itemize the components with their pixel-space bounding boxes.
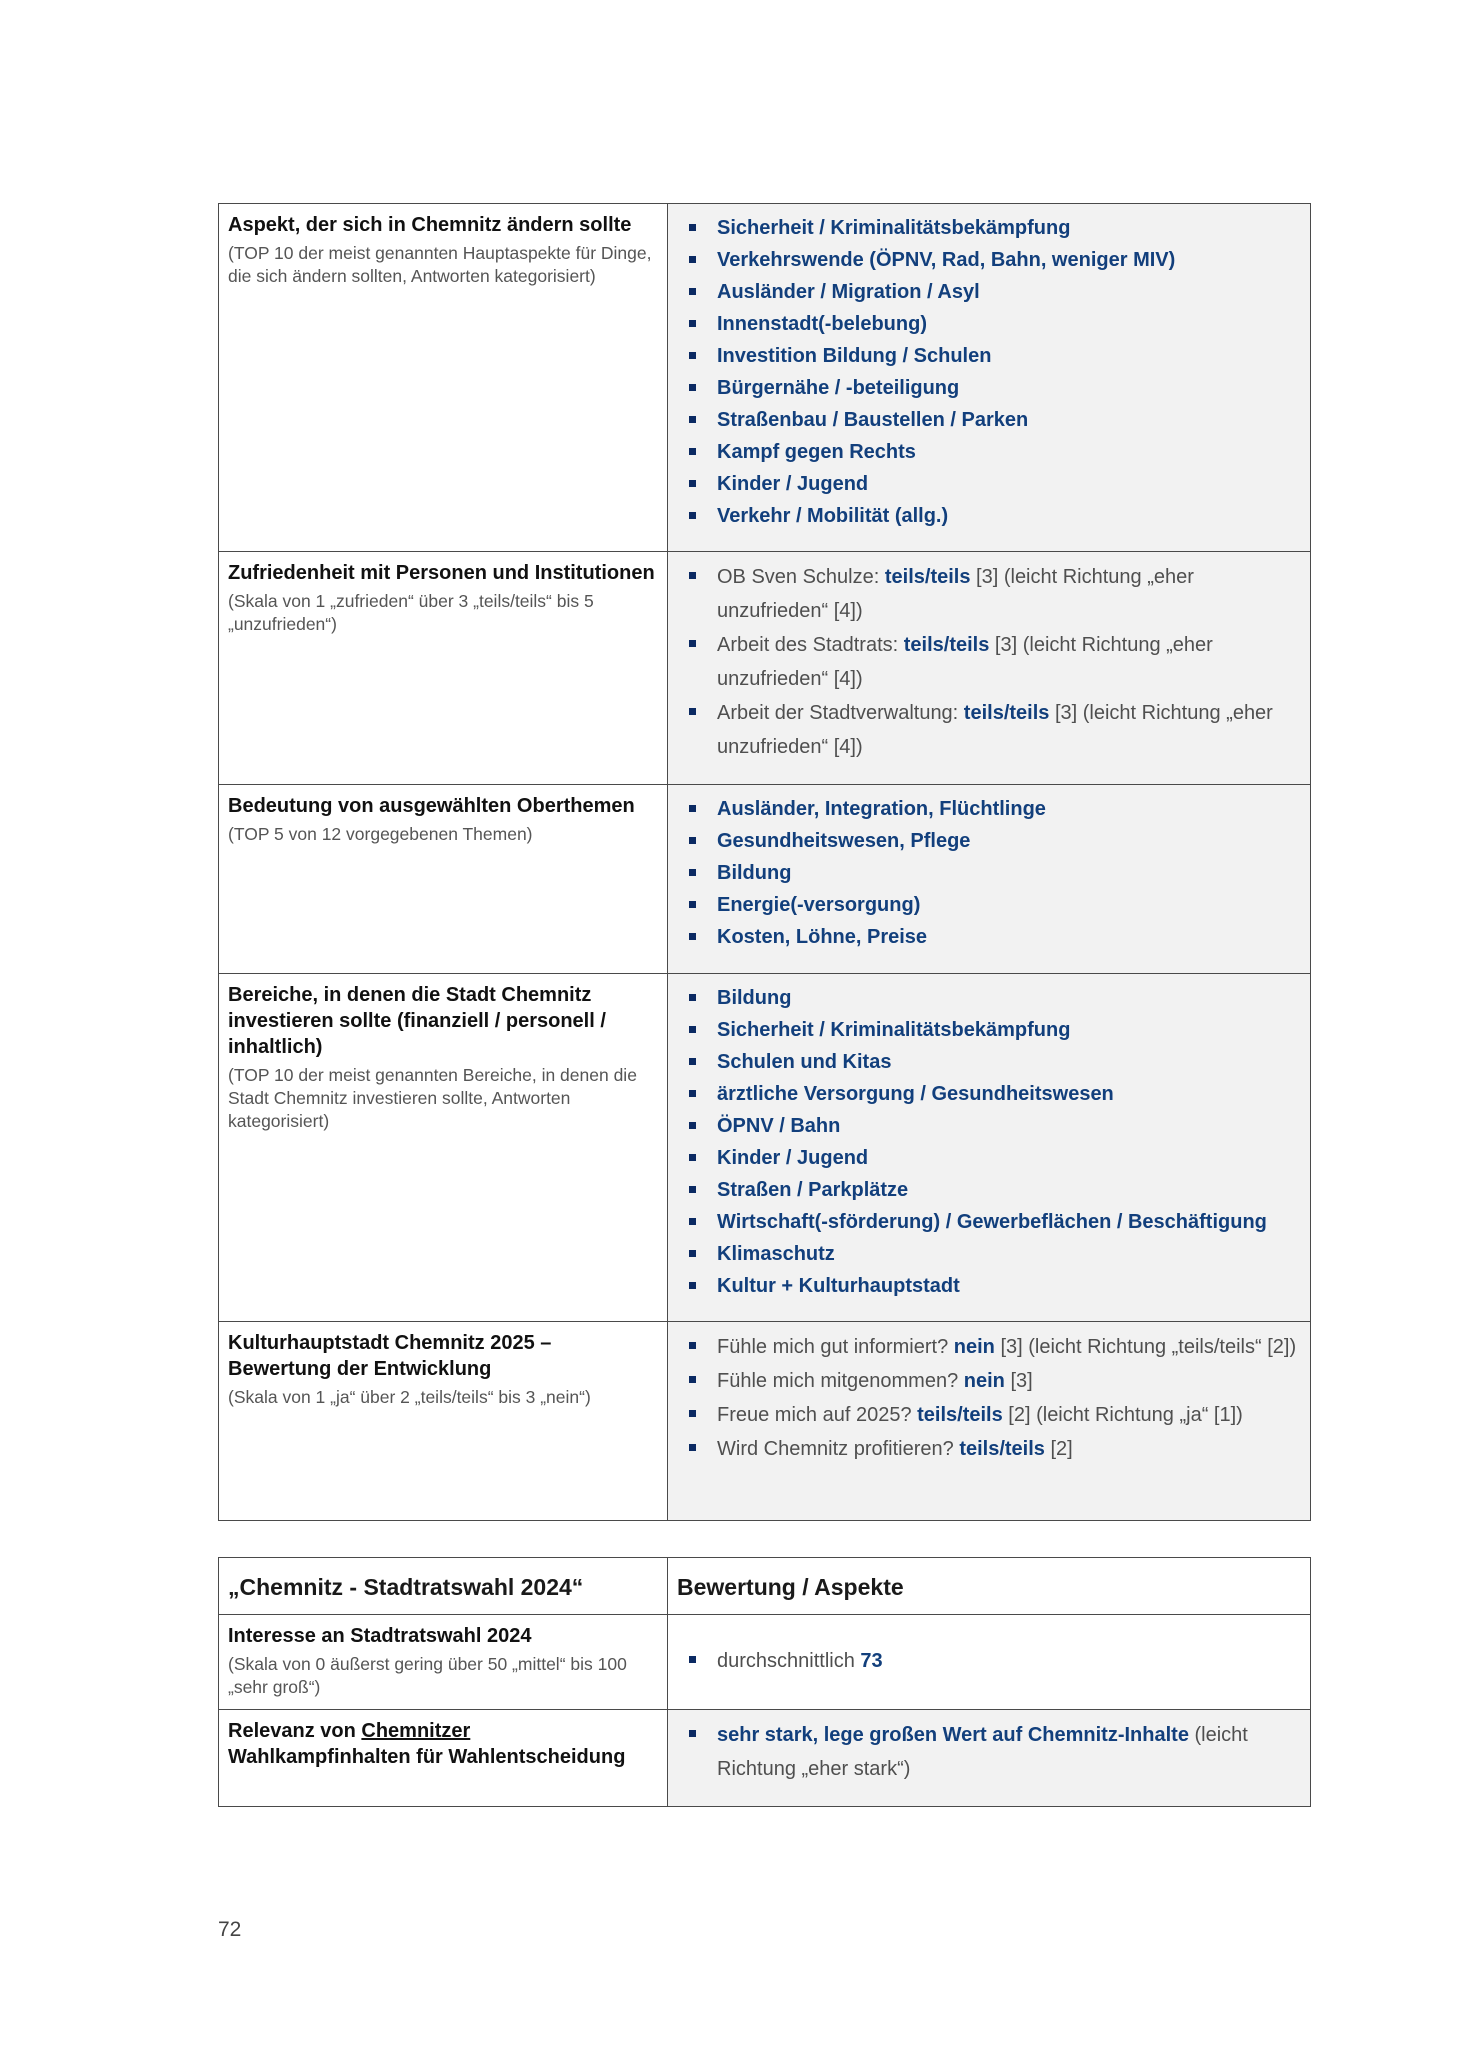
list-item <box>677 1364 1301 1398</box>
item-label: Arbeit des Stadtrats: <box>717 634 904 656</box>
list-item: Straßenbau / Baustellen / Parken <box>677 404 1301 436</box>
list-item <box>677 1718 1301 1786</box>
list-item: Energie(-versorgung) <box>677 889 1301 921</box>
table-row <box>219 1322 1311 1521</box>
aspect-title: Kulturhauptstadt Chemnitz 2025 – Bewertung der Entwicklung <box>228 1332 552 1380</box>
item-detail: [3] (leicht Richtung „eher unzufrieden“ [4]) <box>717 566 1194 622</box>
result-list <box>677 560 1301 764</box>
table-row <box>219 1710 1311 1807</box>
list-item: Gesundheitswesen, Pflege <box>677 825 1301 857</box>
list-item: Ausländer, Integration, Flüchtlinge <box>677 793 1301 825</box>
aspect-note: (TOP 10 der meist genannten Hauptaspekte für Dinge, die sich ändern sollten, Antworten kategorisiert) <box>228 243 652 286</box>
item-label: Freue mich auf 2025? <box>717 1404 918 1426</box>
rating-value: teils/teils <box>903 634 990 656</box>
list-item <box>677 628 1301 696</box>
rating-value: teils/teils <box>917 1404 1003 1426</box>
aspect-cell <box>219 974 668 1322</box>
result-list <box>677 793 1301 953</box>
list-item <box>677 560 1301 628</box>
aspect-note: (TOP 5 von 12 vorgegebenen Themen) <box>228 824 533 844</box>
table-row <box>219 785 1311 974</box>
result-list <box>677 982 1301 1302</box>
rating-value: nein <box>963 1370 1005 1392</box>
list-item: Bildung <box>677 857 1301 889</box>
list-item: Verkehrswende (ÖPNV, Rad, Bahn, weniger MIV) <box>677 244 1301 276</box>
list-item: Kosten, Löhne, Preise <box>677 921 1301 953</box>
item-detail: (leicht Richtung „eher stark“) <box>717 1724 1248 1780</box>
rating-value: 73 <box>860 1650 883 1672</box>
survey-results-table <box>218 203 1311 1521</box>
list-item: Verkehr / Mobilität (allg.) <box>677 500 1301 532</box>
result-list <box>677 1644 1301 1678</box>
list-item: Schulen und Kitas <box>677 1046 1301 1078</box>
item-label: Arbeit der Stadtverwaltung: <box>717 702 964 724</box>
rating-value: teils/teils <box>963 702 1050 724</box>
result-cell <box>668 204 1311 552</box>
result-list <box>677 212 1301 532</box>
result-list <box>677 1718 1301 1786</box>
aspect-cell <box>219 552 668 785</box>
list-item: Bildung <box>677 982 1301 1014</box>
result-cell <box>668 974 1311 1322</box>
list-item: Kinder / Jugend <box>677 1142 1301 1174</box>
table-row <box>219 552 1311 785</box>
item-label: OB Sven Schulze: <box>717 566 885 588</box>
list-item <box>677 1330 1301 1364</box>
result-cell <box>668 552 1311 785</box>
aspect-title: Zufriedenheit mit Personen und Institutionen <box>228 562 655 584</box>
item-detail: [3] (leicht Richtung „eher unzufrieden“ [4]) <box>717 702 1273 758</box>
table-header-left: „Chemnitz - Stadtratswahl 2024“ <box>219 1558 668 1615</box>
result-list <box>677 1330 1301 1466</box>
result-cell <box>668 1322 1311 1521</box>
list-item <box>677 1398 1301 1432</box>
list-item: ärztliche Versorgung / Gesundheitswesen <box>677 1078 1301 1110</box>
item-label: durchschnittlich <box>717 1650 861 1672</box>
list-item: Wirtschaft(-sförderung) / Gewerbeflächen / Beschäftigung <box>677 1206 1301 1238</box>
list-item <box>677 696 1301 764</box>
page-number: 72 <box>218 1918 242 1941</box>
table-row <box>219 1615 1311 1710</box>
rating-value: nein <box>953 1336 995 1358</box>
rating-value: teils/teils <box>959 1438 1045 1460</box>
aspect-note: (Skala von 1 „ja“ über 2 „teils/teils“ bis 3 „nein“) <box>228 1387 591 1407</box>
title-part: Relevanz von <box>228 1720 362 1742</box>
aspect-title: Interesse an Stadtratswahl 2024 <box>228 1625 532 1647</box>
item-detail: [2] <box>1044 1438 1073 1460</box>
item-detail: [3] (leicht Richtung „eher unzufrieden“ [4]) <box>717 634 1213 690</box>
item-detail: [2] (leicht Richtung „ja“ [1]) <box>1002 1404 1243 1426</box>
table-header-row <box>219 1558 1311 1615</box>
item-detail: [3] (leicht Richtung „teils/teils“ [2]) <box>994 1336 1297 1358</box>
item-label: Fühle mich gut informiert? <box>717 1336 954 1358</box>
list-item <box>677 1644 1301 1678</box>
list-item: Sicherheit / Kriminalitätsbekämpfung <box>677 1014 1301 1046</box>
table-header-right: Bewertung / Aspekte <box>668 1558 1311 1615</box>
title-part: Wahlkampfinhalten für Wahlentscheidung <box>228 1746 626 1768</box>
election-table <box>218 1557 1311 1807</box>
item-label: Fühle mich mitgenommen? <box>717 1370 964 1392</box>
result-cell <box>668 1615 1311 1710</box>
aspect-cell <box>219 1710 668 1807</box>
table-row <box>219 204 1311 552</box>
aspect-cell <box>219 1322 668 1521</box>
list-item: Straßen / Parkplätze <box>677 1174 1301 1206</box>
item-detail: [3] <box>1004 1370 1033 1392</box>
result-cell <box>668 785 1311 974</box>
list-item: Kinder / Jugend <box>677 468 1301 500</box>
table-row <box>219 974 1311 1322</box>
list-item <box>677 1432 1301 1466</box>
list-item: ÖPNV / Bahn <box>677 1110 1301 1142</box>
aspect-cell <box>219 785 668 974</box>
list-item: Bürgernähe / -beteiligung <box>677 372 1301 404</box>
rating-value: teils/teils <box>884 566 971 588</box>
list-item: Klimaschutz <box>677 1238 1301 1270</box>
result-cell <box>668 1710 1311 1807</box>
aspect-cell <box>219 1615 668 1710</box>
list-item: Kultur + Kulturhauptstadt <box>677 1270 1301 1302</box>
aspect-title <box>228 1718 658 1770</box>
aspect-cell <box>219 204 668 552</box>
list-item: Sicherheit / Kriminalitätsbekämpfung <box>677 212 1301 244</box>
aspect-note: (TOP 10 der meist genannten Bereiche, in denen die Stadt Chemnitz investieren sollte, Antworten kategorisiert) <box>228 1065 637 1131</box>
aspect-note: (Skala von 1 „zufrieden“ über 3 „teils/teils“ bis 5 „unzufrieden“) <box>228 591 594 634</box>
aspect-note: (Skala von 0 äußerst gering über 50 „mittel“ bis 100 „sehr groß“) <box>228 1654 627 1697</box>
aspect-title: Bereiche, in denen die Stadt Chemnitz investieren sollte (finanziell / personell / inhaltlich) <box>228 984 606 1058</box>
item-label: Wird Chemnitz profitieren? <box>717 1438 960 1460</box>
aspect-title: Bedeutung von ausgewählten Oberthemen <box>228 795 635 817</box>
rating-value: sehr stark, lege großen Wert auf Chemnitz-Inhalte <box>717 1724 1189 1746</box>
aspect-title: Aspekt, der sich in Chemnitz ändern sollte <box>228 214 632 236</box>
underlined-word: Chemnitzer <box>361 1720 471 1742</box>
list-item: Investition Bildung / Schulen <box>677 340 1301 372</box>
list-item: Kampf gegen Rechts <box>677 436 1301 468</box>
list-item: Innenstadt(-belebung) <box>677 308 1301 340</box>
list-item: Ausländer / Migration / Asyl <box>677 276 1301 308</box>
